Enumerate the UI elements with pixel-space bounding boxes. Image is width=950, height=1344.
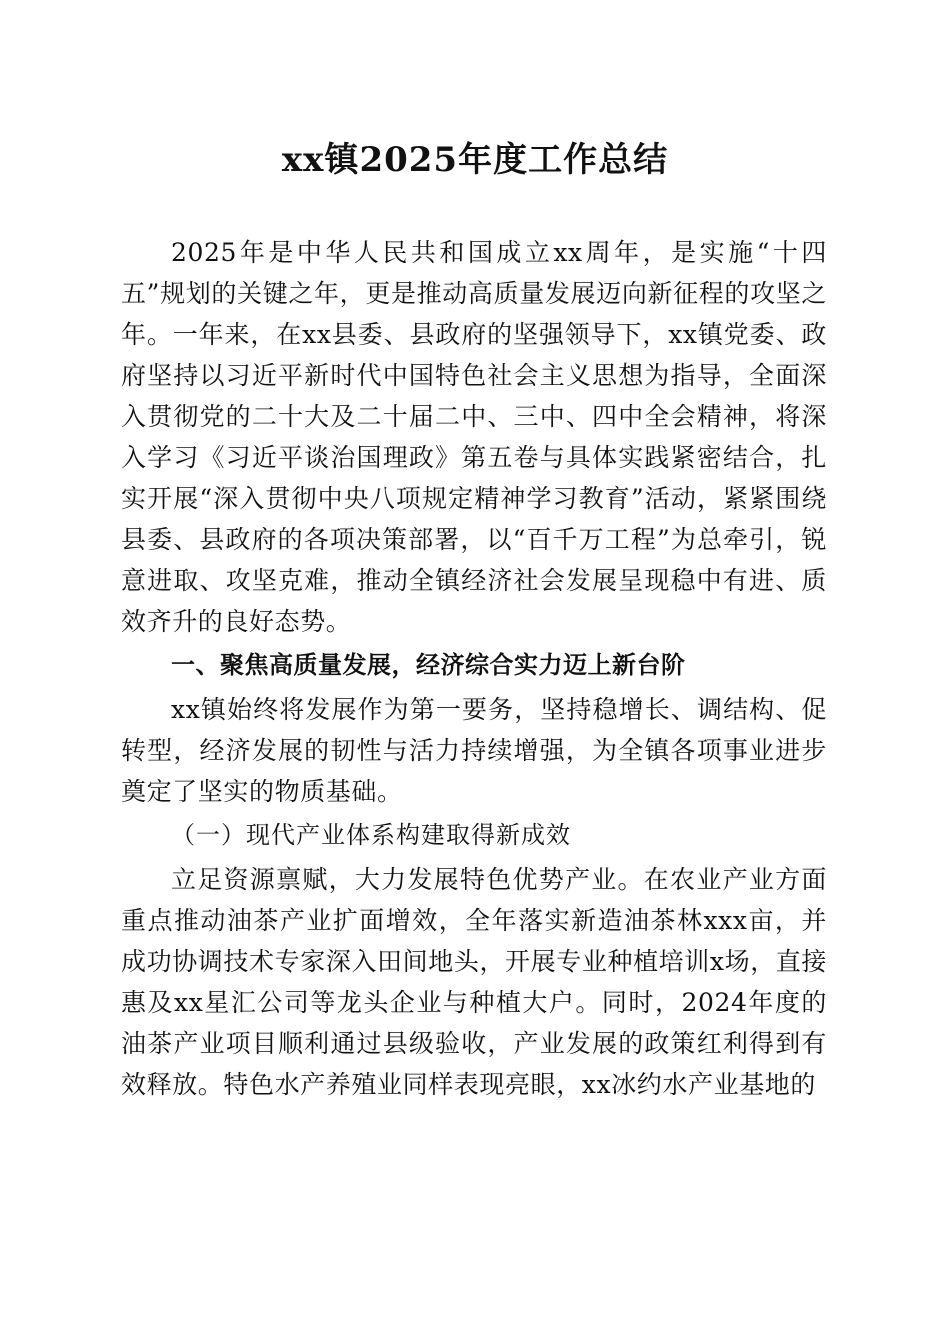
section-1-paragraph: xx镇始终将发展作为第一要务，坚持稳增长、调结构、促转型，经济发展的韧性与活力持续增强，为全镇各项事业进步奠定了坚实的物质基础。: [121, 695, 827, 806]
section-1-heading: 一、聚焦高质量发展，经济综合实力迈上新台阶: [171, 651, 686, 679]
document-body: [121, 232, 827, 1105]
document-title: xx镇2025年度工作总结: [281, 140, 669, 180]
subsection-1-heading: （一）现代产业体系构建取得新成效: [171, 821, 571, 849]
intro-paragraph: 2025年是中华人民共和国成立xx周年，是实施“十四五”规划的关键之年，更是推动高质量发展迈向新征程的攻坚之年。一年来，在xx县委、县政府的坚强领导下，xx镇党委、政府坚持以习近平新时代中国特色社会主义思想为指导，全面深入贯彻党的二十大及二十届二中、三中、四中全会精神，将深入学习《习近平谈治国理政》第五卷与具体实践紧密结合，扎实开展“深入贯彻中央八项规定精神学习教育”活动，紧紧围绕县委、县政府的各项决策部署，以“百千万工程”为总牵引，锐意进取、攻坚克难，推动全镇经济社会发展呈现稳中有进、质效齐升的良好态势。: [121, 238, 827, 636]
subsection-1-paragraph: 立足资源禀赋，大力发展特色优势产业。在农业产业方面重点推动油茶产业扩面增效，全年落实新造油茶林xxx亩，并成功协调技术专家深入田间地头，开展专业种植培训x场，直接惠及xx星汇公司等龙头企业与种植大户。同时，2024年度的油茶产业项目顺利通过县级验收，产业发展的政策红利得到有效释放。特色水产养殖业同样表现亮眼，xx冰约水产业基地的: [121, 865, 827, 1099]
